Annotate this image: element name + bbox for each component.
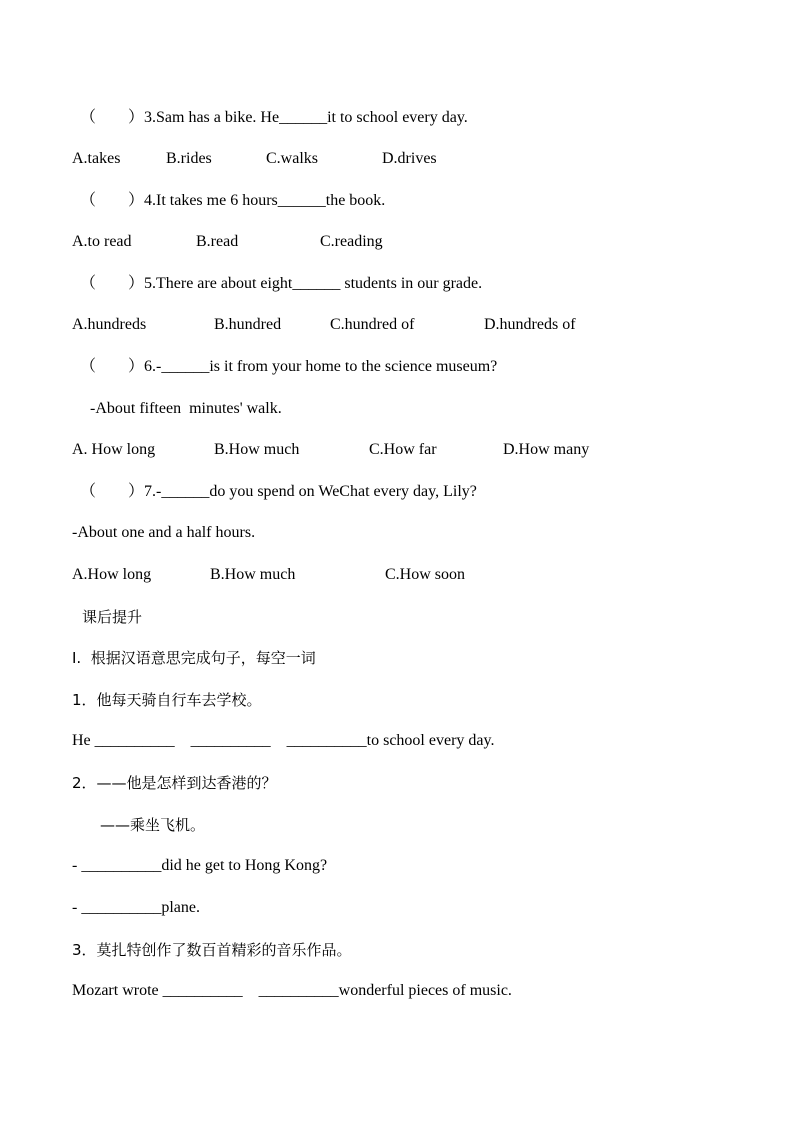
item-3-english: Mozart wrote __________ __________wonderful pieces of music. [72, 982, 512, 999]
item-1-english: He __________ __________ __________to school every day. [72, 732, 495, 749]
item-1-chinese: 1．他每天骑自行车去学校。 [72, 691, 262, 709]
question-6-option-b: B.How much [214, 441, 300, 458]
part-title: I. 根据汉语意思完成句子，每空一词 [72, 649, 316, 667]
question-3-stem: （ ）3.Sam has a bike. He______it to school every day. [80, 109, 468, 126]
question-7-reply: -About one and a half hours. [72, 524, 256, 541]
question-6-stem: （ ）6.-______is it from your home to the science museum? [80, 358, 498, 375]
question-7-option-a: A.How long [72, 566, 152, 583]
question-7-stem: （ ）7.-______do you spend on WeChat every day, Lily? [80, 483, 477, 500]
question-5-option-b: B.hundred [214, 316, 282, 333]
question-3-option-c: C.walks [266, 150, 318, 167]
item-2-chinese: 2．——他是怎样到达香港的？ [72, 774, 277, 792]
question-6-reply: -About fifteen minutes' walk. [90, 400, 282, 417]
question-5-option-c: C.hundred of [330, 316, 415, 333]
question-4-option-a: A.to read [72, 233, 132, 250]
question-3-option-d: D.drives [382, 150, 437, 167]
question-4-option-c: C.reading [320, 233, 383, 250]
item-3-chinese: 3．莫扎特创作了数百首精彩的音乐作品。 [72, 941, 352, 959]
question-7-option-c: C.How soon [385, 566, 466, 583]
question-5-option-d: D.hundreds of [484, 316, 576, 333]
question-3-option-a: A.takes [72, 150, 121, 167]
item-2-english-answer: - __________plane. [72, 899, 200, 916]
question-7-option-b: B.How much [210, 566, 296, 583]
question-4-option-b: B.read [196, 233, 239, 250]
question-6-option-d: D.How many [503, 441, 590, 458]
item-2-english-question: - __________did he get to Hong Kong? [72, 857, 328, 874]
question-5-option-a: A.hundreds [72, 316, 147, 333]
question-6-option-a: A. How long [72, 441, 156, 458]
question-6-option-c: C.How far [369, 441, 437, 458]
item-2-chinese-reply: ——乘坐飞机。 [100, 816, 206, 834]
question-4-stem: （ ）4.It takes me 6 hours______the book. [80, 192, 386, 209]
question-3-option-b: B.rides [166, 150, 212, 167]
section-title: 课后提升 [82, 608, 143, 626]
question-5-stem: （ ）5.There are about eight______ students in our grade. [80, 275, 483, 292]
